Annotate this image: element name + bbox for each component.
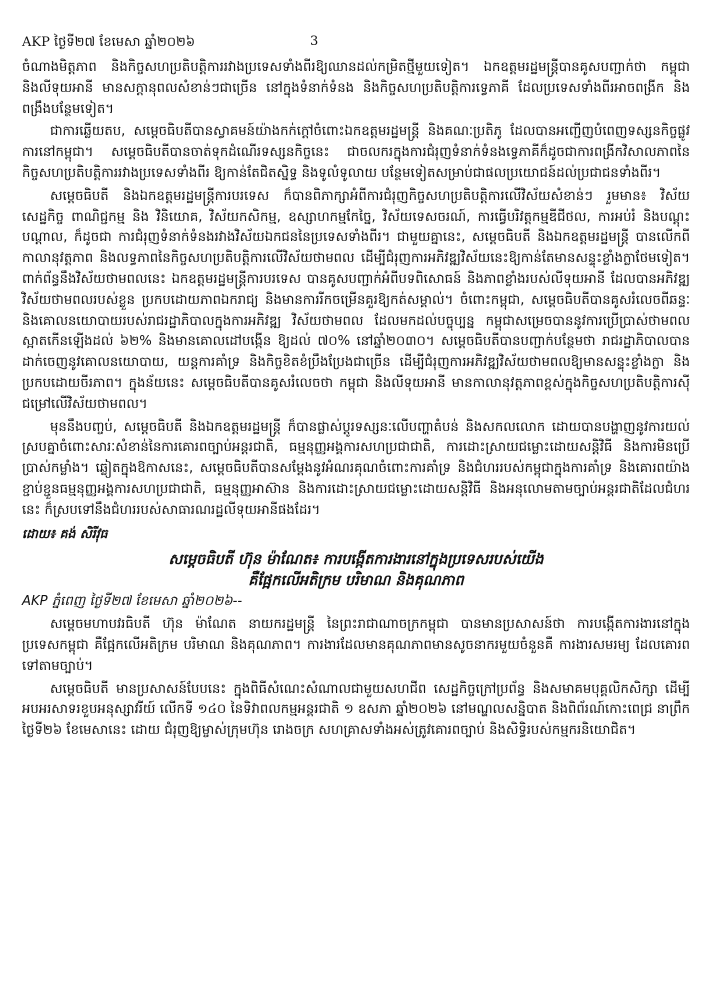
paragraph: មុននឹងបញ្ចប់, សម្តេចធិបតី និងឯកឧត្តមរដ្ឋមន្ត្រី ក៏បានផ្លាស់ប្តូរទស្សនៈលើបញ្ហាតំបន់ និងសកលលោក ដោយបានបង្ហាញនូវការយល់ស្របគ្នាចំពោះសារៈសំខាន់នៃការគោរពច្បាប់អន្តរជាតិ, ធម្មនុញ្ញអង្គការសហប្រជាជាតិ, ការដោះស្រាយជម្លោះដោយសន្តិវិធី និងការមិនប្រើប្រាស់កម្លាំង។ ឆ្លៀតក្នុងឱកាសនេះ, សម្តេចធិបតីបានសម្តែងនូវអំណរគុណចំពោះការគាំទ្រ និងជំហររបស់កម្ពុជាក្នុងការគាំទ្រ និងគោរពយ៉ាងខ្ជាប់ខ្ជួនធម្មនុញ្ញអង្គការសហប្រជាជាតិ, ធម្មនុញ្ញអាស៊ាន និងការដោះស្រាយជម្លោះដោយសន្តិវិធី និងអនុលោមតាមច្បាប់អន្តរជាតិដែលជំហរនេះ ក៏ស្របទៅនឹងជំហររបស់សាធារណរដ្ឋលីទុយអានីផងដែរ។: [22, 419, 690, 518]
paragraph: សម្តេចធិបតី មានប្រសាសន៍បែបនេះ ក្នុងពិធីសំណេះសំណាលជាមួយសហជីព សេដ្ឋកិច្ចក្រៅប្រព័ន្ធ និងសមាគមបុគ្គលិកសិក្សា ដើម្បីអបអរសាទរខួបអនុស្សាវរីយ៍ លើកទី ១៤០ នៃទិវាពលកម្មអន្តរជាតិ ១ ឧសភា ឆ្នាំ២០២៦ នៅមណ្ឌលសន្និបាត និងពិព័រណ៍កោះពេជ្រ នាព្រឹកថ្ងៃទី២៦ ខែមេសានេះ ដោយ ជំរុញឱ្យម្ចាស់ក្រុមហ៊ុន រោងចក្រ សហគ្រាសទាំងអស់ត្រូវគោរពច្បាប់ និងសិទ្ធិរបស់កម្មករនិយោជិត។: [22, 681, 690, 739]
headline-line: សម្តេចធិបតី ហ៊ុន ម៉ាណែត៖ ការបង្កើតការងារនៅក្នុងប្រទេសរបស់យើង: [168, 552, 544, 569]
header-dateline: AKP ថ្ងៃទី២៧ ខែមេសា ឆ្នាំ២០២៦: [22, 35, 196, 50]
paragraph: សម្តេចធិបតី និងឯកឧត្តមរដ្ឋមន្ត្រីការបរទេស ក៏បានពិភាក្សាអំពីការជំរុញកិច្ចសហប្រតិបត្តិការលើវិស័យសំខាន់ៗ រួមមាន៖ វិស័យសេដ្ឋកិច្ច ពាណិជ្ជកម្ម និង វិនិយោគ, វិស័យកសិកម្ម, ឧស្សាហកម្មកែច្នៃ, វិស័យទេសចរណ៍, ការធ្វើបរិវត្តកម្មឌីជីថល, ការអប់រំ និងបណ្តុះបណ្តាល, ក៏ដូចជា ការជំរុញទំនាក់ទំនងរវាងវិស័យឯកជននៃប្រទេសទាំងពីរ។ ជាមួយគ្នានេះ, សម្តេចធិបតី និងឯកឧត្តមរដ្ឋមន្ត្រី បានលើកពីកាលានុវត្តភាព និងលទ្ធភាពនៃកិច្ចសហប្រតិបត្តិការលើវិស័យថាមពល ដើម្បីជំរុញការអភិវឌ្ឍវិស័យនេះឱ្យកាន់តែមានសន្ទុះខ្លាំងក្លាថែមទៀត។ ពាក់ព័ន្ធនឹងវិស័យថាមពលនេះ ឯកឧត្តមរដ្ឋមន្ត្រីការបរទេស បានគូសបញ្ជាក់អំពីបទពិសោធន៍ និងភាពខ្លាំងរបស់លីទុយអានី ដែលបានអភិវឌ្ឍវិស័យថាមពលរបស់ខ្លួន ប្រកបដោយភាពឯករាជ្យ និងមានការរីកចម្រើនគួរឱ្យកត់សម្គាល់។ ចំពោះកម្ពុជា, សម្តេចធិបតីបានគូសរំលេចពីឆន្ទៈ និងគោលនយោបាយរបស់រាជរដ្ឋាភិបាលក្នុងការអភិវឌ្ឍ វិស័យថាមពល ដែលមកដល់បច្ចុប្បន្ន កម្ពុជាសម្រេចបាននូវការប្រើប្រាស់ថាមពលស្អាតកើនឡើងដល់ ៦២% និងមានគោលដៅបង្កើន ឱ្យដល់ ៧០% នៅឆ្នាំ២០៣០។ សម្តេចធិបតីបានបញ្ជាក់បន្ថែមថា រាជរដ្ឋាភិបាលបានដាក់ចេញនូវគោលនយោបាយ, យន្តការគាំទ្រ និងកិច្ចខិតខំប្រឹងប្រែងជាច្រើន ដើម្បីជំរុញការអភិវឌ្ឍវិស័យថាមពលឱ្យមានសន្ទុះខ្លាំងក្លា និងប្រកបដោយចីរភាព។ ក្នុងន័យនេះ សម្តេចធិបតីបានគូសរំលេចថា កម្ពុជា និងលីទុយអានី មានកាលានុវត្តភាពខ្ពស់ក្នុងកិច្ចសហប្រតិបត្តិការស៊ីជម្រៅលើវិស័យថាមពល។: [22, 188, 690, 412]
article-body: [22, 58, 690, 744]
paragraph: សម្តេចមហាបវរធិបតី ហ៊ុន ម៉ាណែត នាយករដ្ឋមន្ត្រី នៃព្រះរាជាណាចក្រកម្ពុជា បានមានប្រសាសន៍ថា ការបង្កើតការងារនៅក្នុងប្រទេសកម្ពុជា គឺផ្អែកលើអតិក្រម បរិមាណ និងគុណភាព។ ការងារដែលមានគុណភាពមានសូចនាករមួយចំនួនគឺ ការងារសមរម្យ ដែលគោរពទៅតាមច្បាប់។: [22, 617, 690, 674]
paragraph: ចំណាងមិត្តភាព និងកិច្ចសហប្រតិបត្តិការរវាងប្រទេសទាំងពីរឱ្យឈានដល់កម្រិតថ្មីមួយទៀត។ ឯកឧត្តមរដ្ឋមន្ត្រីបានគូសបញ្ជាក់ថា កម្ពុជា និងលីទុយអានី មានសក្តានុពលសំខាន់ៗជាច្រើន នៅក្នុងទំនាក់ទំនង និងកិច្ចសហប្រតិបត្តិការទ្វេភាគី ដែលប្រទេសទាំងពីរអាចពង្រីក និង ពង្រឹងបន្ថែមទៀត។: [22, 60, 690, 117]
paragraph: ជាការឆ្លើយតប, សម្តេចធិបតីបានស្វាគមន៍យ៉ាងកក់ក្តៅចំពោះឯកឧត្តមរដ្ឋមន្ត្រី និងគណៈប្រតិភូ ដែលបានអញ្ជើញបំពេញទស្សនកិច្ចផ្លូវការនៅកម្ពុជា។ សម្តេចធិបតីបានចាត់ទុកដំណើរទស្សនកិច្ចនេះ ជាចលករក្នុងការជំរុញទំនាក់ទំនងទ្វេភាគីក៏ដូចជាការពង្រីកវិសាលភាពនៃកិច្ចសហប្រតិបត្តិការរវាងប្រទេសទាំងពីរ ឱ្យកាន់តែជិតស្និទ្ធ និងទូលំទូលាយ បន្ថែមទៀតសម្រាប់ជាផលប្រយោជន៍ដល់ប្រជាជនទាំងពីរ។: [22, 124, 690, 181]
article-dateline: AKP ភ្នំពេញ ថ្ងៃទី២៧ ខែមេសា ឆ្នាំ២០២៦--: [22, 594, 243, 610]
headline-line: គឺផ្អែកលើអតិក្រម បរិមាណ និងគុណភាព: [248, 573, 464, 590]
article-headline: [22, 550, 690, 592]
byline: ដោយ៖ គង់ សិរីវុធ: [22, 525, 108, 541]
page-number: 3: [310, 34, 319, 49]
